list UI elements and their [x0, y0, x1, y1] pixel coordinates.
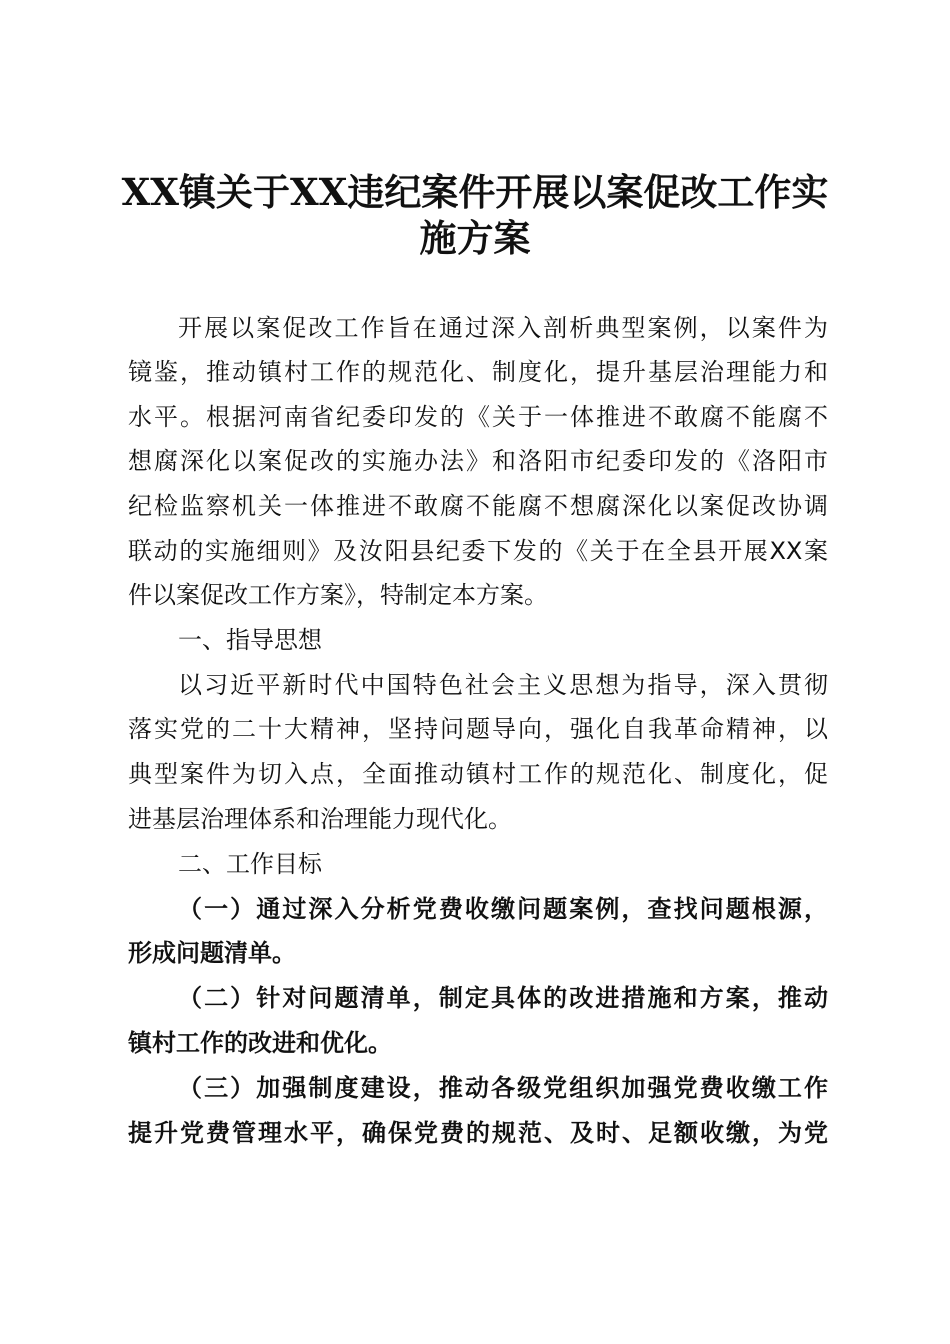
- section1-line: 进基层治理体系和治理能力现代化。: [128, 805, 512, 833]
- document-title-line-1: XX镇关于XX违纪案件开展以案促改工作实: [121, 170, 829, 214]
- goal-2-line: 镇村工作的改进和优化。: [128, 1029, 392, 1057]
- section-heading-guiding-thought: 一、指导思想: [178, 626, 322, 654]
- intro-line: 水平。根据河南省纪委印发的《关于一体推进不敢腐不能腐不: [128, 403, 828, 431]
- goal-1-line: （一）通过深入分析党费收缴问题案例，查找问题根源，: [178, 895, 828, 923]
- intro-line: 纪检监察机关一体推进不敢腐不能腐不想腐深化以案促改协调: [128, 492, 828, 520]
- goal-3-line: （三）加强制度建设，推动各级党组织加强党费收缴工作: [178, 1074, 828, 1102]
- section1-line: 落实党的二十大精神，坚持问题导向，强化自我革命精神，以: [128, 715, 828, 743]
- intro-line: 联动的实施细则》及汝阳县纪委下发的《关于在全县开展XX案: [128, 537, 828, 565]
- section1-line: 以习近平新时代中国特色社会主义思想为指导，深入贯彻: [178, 671, 828, 699]
- section-heading-work-goals: 二、工作目标: [178, 850, 322, 878]
- goal-1-line: 形成问题清单。: [128, 939, 296, 967]
- intro-line: 开展以案促改工作旨在通过深入剖析典型案例，以案件为: [178, 314, 828, 342]
- intro-line: 想腐深化以案促改的实施办法》和洛阳市纪委印发的《洛阳市: [128, 447, 828, 475]
- goal-2-line: （二）针对问题清单，制定具体的改进措施和方案，推动: [178, 984, 828, 1012]
- intro-line: 件以案促改工作方案》，特制定本方案。: [128, 581, 548, 609]
- document-title-line-2: 施方案: [419, 216, 531, 260]
- goal-3-line: 提升党费管理水平，确保党费的规范、及时、足额收缴，为党: [128, 1119, 828, 1147]
- section1-line: 典型案件为切入点，全面推动镇村工作的规范化、制度化，促: [128, 760, 828, 788]
- intro-line: 镜鉴，推动镇村工作的规范化、制度化，提升基层治理能力和: [128, 358, 828, 386]
